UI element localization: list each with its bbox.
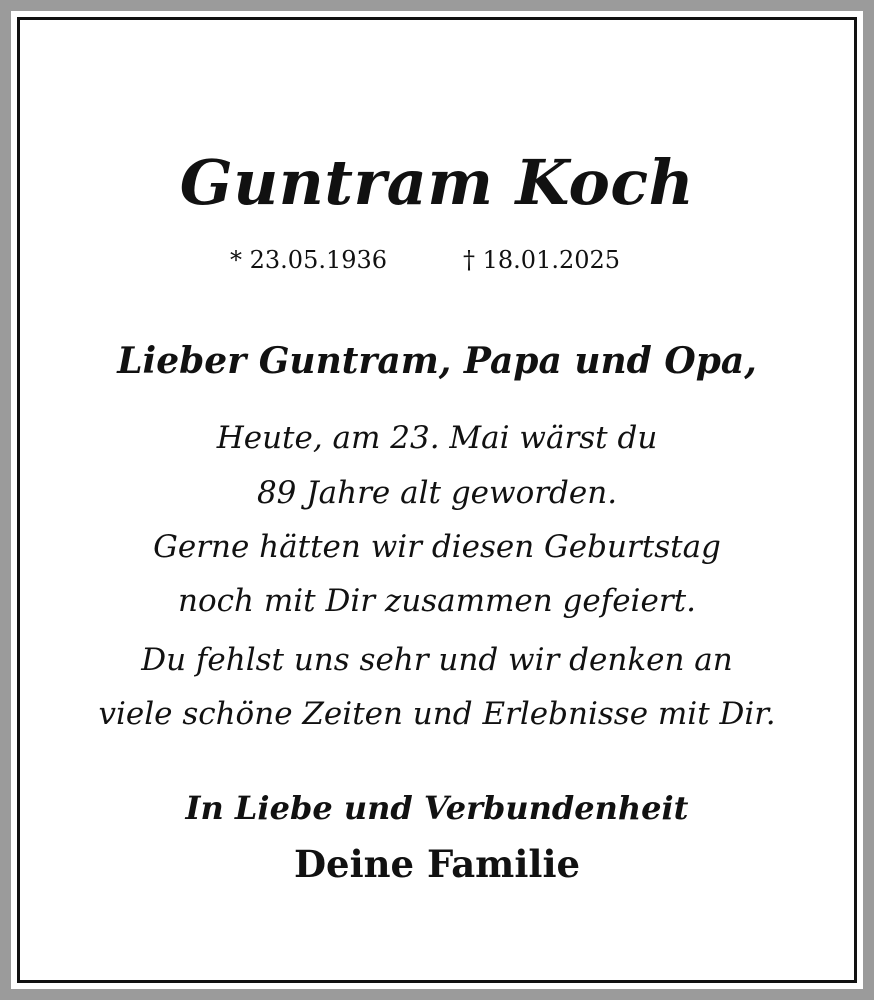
birth-date: * 23.05.1936 (230, 246, 388, 274)
message-line: Du fehlst uns sehr und wir denken an (141, 642, 733, 678)
message-line: viele schöne Zeiten und Erlebnisse mit Dir. (98, 696, 776, 732)
salutation: Lieber Guntram, Papa und Opa, (117, 340, 757, 382)
deceased-name: Guntram Koch (179, 146, 695, 219)
message-line: 89 Jahre alt geworden. (256, 475, 618, 511)
death-date: † 18.01.2025 (463, 246, 621, 274)
closing-phrase: In Liebe und Verbundenheit (185, 789, 689, 827)
message-line: Gerne hätten wir diesen Geburtstag (153, 529, 721, 565)
family-signature: Deine Familie (293, 842, 581, 886)
message-line: Heute, am 23. Mai wärst du (216, 420, 658, 456)
message-line: noch mit Dir zusammen gefeiert. (178, 583, 696, 619)
